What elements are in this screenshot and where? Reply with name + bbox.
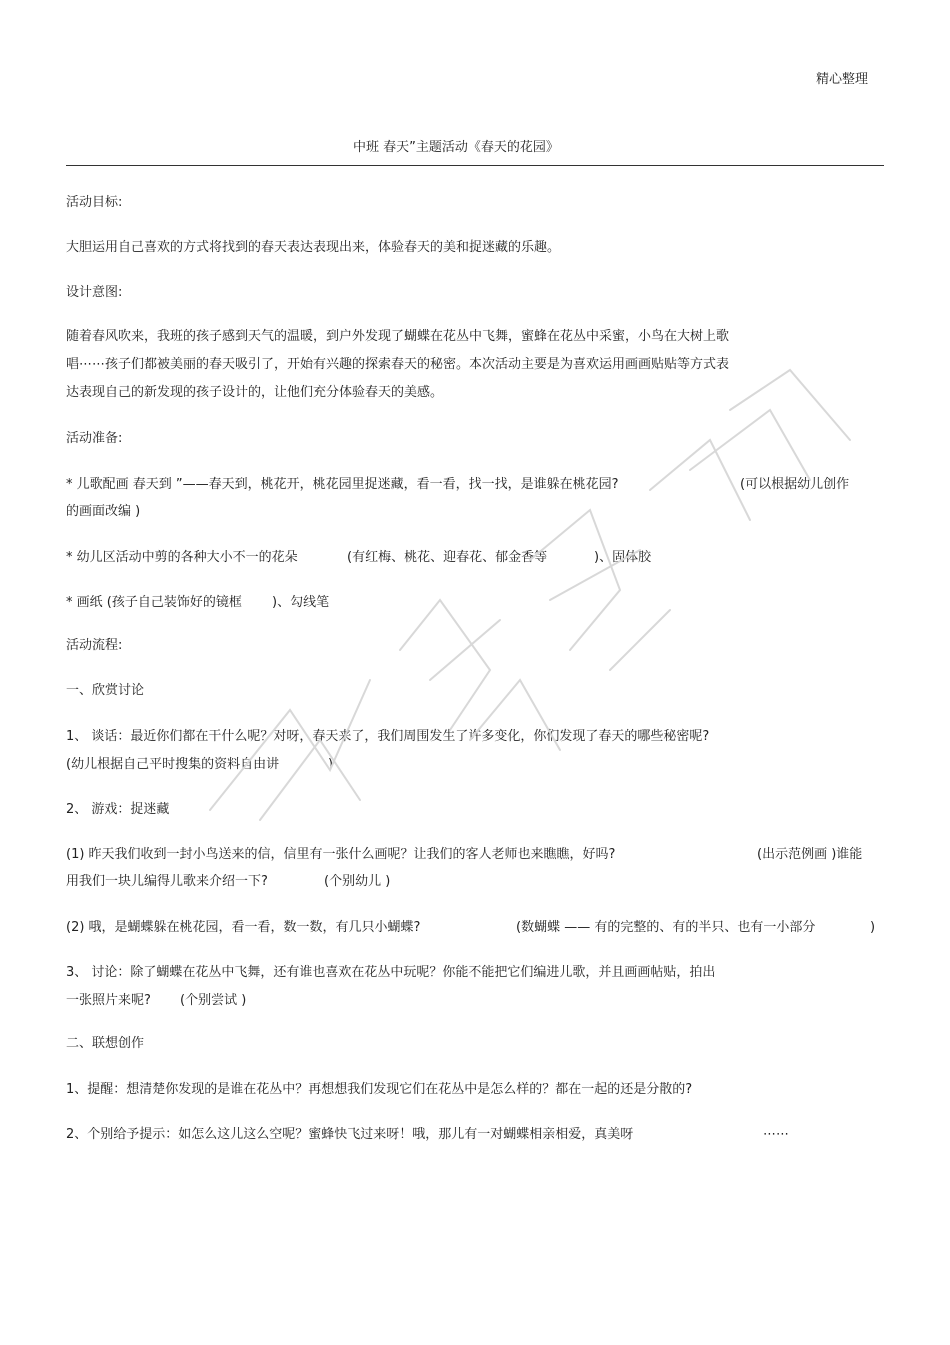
section-1-sub-1-end: (个别幼儿 ) [324, 874, 391, 889]
activity-goal-text: 大胆运用自己喜欢的方式将找到的春天表达表现出来，体验春天的美和捉迷藏的乐趣。 [66, 240, 561, 255]
design-intent-line-3: 达表现自己的新发现的孩子设计的，让他们充分体验春天的美感。 [66, 385, 444, 400]
preparation-item-1: * 儿歌配画 春天到 ”——春天到，桃花开，桃花园里捉迷藏，看一看，找一找，是谁躲在桃花园? [66, 477, 619, 492]
title-rule [66, 165, 884, 166]
section-1-sub-1: (1) 昨天我们收到一封小鸟送来的信，信里有一张什么画呢？让我们的客人老师也来瞧瞧，好吗? [66, 847, 616, 862]
section-1-item-1: 1、 谈话：最近你们都在干什么呢？对呀，春天来了，我们周围发生了许多变化，你们发现了春天的哪些秘密呢? [66, 729, 710, 744]
preparation-item-2-note: (有红梅、桃花、迎春花、郁金香等 [347, 550, 548, 565]
section-1-item-1-end: ) [328, 757, 334, 772]
section-2-heading: 二、联想创作 [66, 1036, 145, 1051]
section-1-heading: 一、欣赏讨论 [66, 683, 145, 698]
section-1-sub-2-note: (数蝴蝶 —— 有的完整的、有的半只、也有一小部分 [516, 920, 816, 935]
preparation-item-3-end: )、勾线笔 [272, 595, 330, 610]
section-2-item-1: 1、提醒：想清楚你发现的是谁在花丛中？再想想我们发现它们在花丛中是怎么样的？都在一起的还是分散的? [66, 1082, 693, 1097]
page-header-tag: 精心整理 [816, 72, 869, 87]
design-intent-line-2: 唱⋯⋯孩子们都被美丽的春天吸引了，开始有兴趣的探索春天的秘密。本次活动主要是为喜欢运用画画贴贴等方式表 [66, 357, 730, 372]
section-1-sub-1-note: (出示范例画 )谁能 [757, 847, 863, 862]
preparation-heading: 活动准备: [66, 431, 123, 446]
section-1-item-3-note: (个别尝试 ) [180, 993, 247, 1008]
preparation-item-2-end: )、固体胶 [594, 550, 652, 565]
section-2-item-2: 2、个别给予提示：如怎么这儿这么空呢？蜜蜂快飞过来呀！哦，那儿有一对蝴蝶相亲相爱，真美呀 [66, 1127, 634, 1142]
preparation-item-3: * 画纸 (孩子自己装饰好的镜框 [66, 595, 242, 610]
section-1-item-2: 2、 游戏：捉迷藏 [66, 802, 170, 817]
section-1-item-1-note: (幼儿根据自己平时搜集的资料自由讲 [66, 757, 280, 772]
section-1-item-3-cont: 一张照片来呢? [66, 993, 151, 1008]
activity-goal-heading: 活动目标: [66, 195, 123, 210]
preparation-item-2: * 幼儿区活动中剪的各种大小不一的花朵 [66, 550, 298, 565]
section-1-item-3: 3、 讨论：除了蝴蝶在花丛中飞舞，还有谁也喜欢在花丛中玩呢？你能不能把它们编进儿歌，并且画画帖贴，拍出 [66, 965, 716, 980]
section-1-sub-1-cont: 用我们一块儿编得儿歌来介绍一下? [66, 874, 268, 889]
document-title: 中班 春天”主题活动《春天的花园》 [353, 140, 559, 155]
preparation-item-1-note: (可以根据幼儿创作 [740, 477, 850, 492]
flow-heading: 活动流程: [66, 638, 123, 653]
preparation-item-1-cont: 的画面改编 ) [66, 504, 141, 519]
design-intent-line-1: 随着春风吹来，我班的孩子感到天气的温暖，到户外发现了蝴蝶在花丛中飞舞，蜜蜂在花丛中采蜜，小鸟在大树上歌 [66, 329, 730, 344]
design-intent-heading: 设计意图: [66, 285, 123, 300]
section-1-sub-2: (2) 哦，是蝴蝶躲在桃花园，看一看，数一数，有几只小蝴蝶? [66, 920, 421, 935]
section-2-item-2-end: ⋯⋯ [763, 1127, 789, 1142]
section-1-sub-2-end: ) [870, 920, 876, 935]
